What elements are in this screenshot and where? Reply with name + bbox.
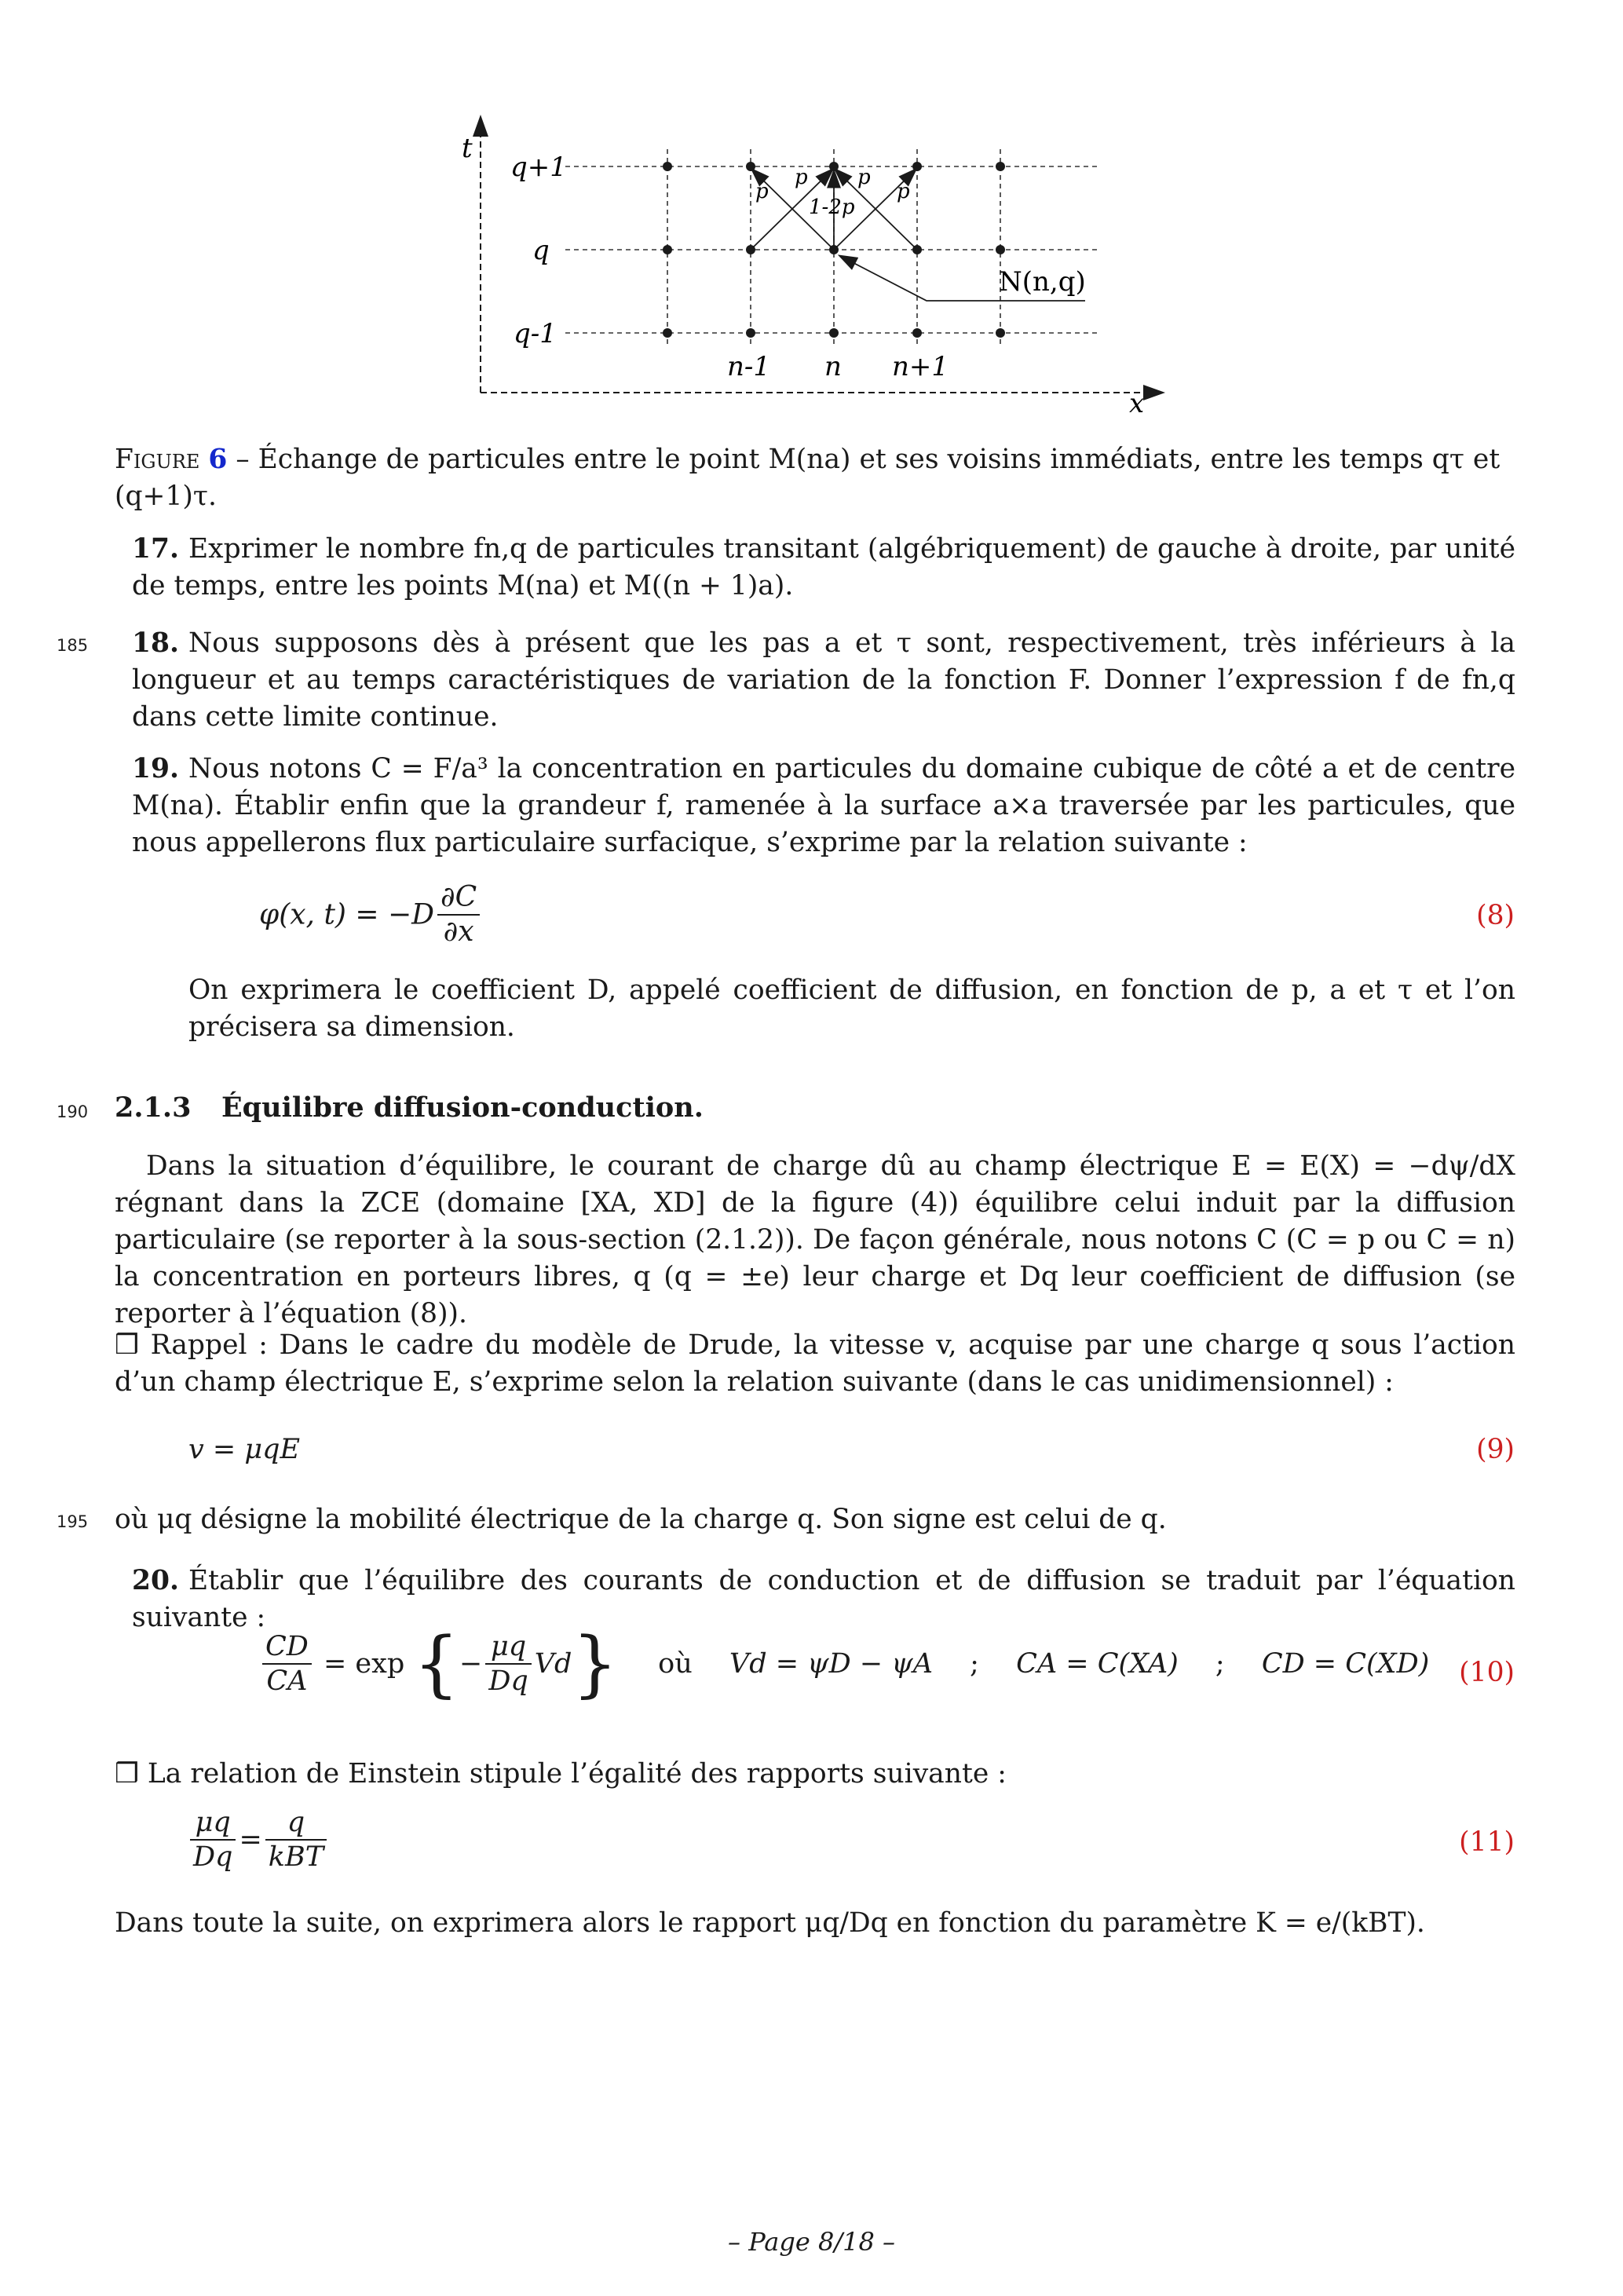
- arrow-label-1-2p: 1-2p: [809, 196, 855, 219]
- eq10-where: où: [658, 1648, 693, 1680]
- line-number: 185: [57, 636, 89, 655]
- question-20: [132, 1563, 1515, 1636]
- eq10-def2: CA = C(XA): [1016, 1648, 1179, 1680]
- eq10-inner-den: Dq: [488, 1665, 528, 1697]
- row-label-q-plus-1: q+1: [510, 152, 567, 183]
- section-number: 2.1.3: [115, 1091, 192, 1124]
- question-text: Exprimer le nombre fn,q de particules transitant (algébriquement) de gauche à droite, par unité de temps, entre les points M(na) et M((n + 1)a).: [132, 533, 1515, 601]
- eq10-sep1: ;: [970, 1648, 979, 1680]
- eq10-exp: = exp: [323, 1648, 405, 1680]
- arrow-label-p-2: p: [795, 166, 808, 189]
- eq10-def1: Vd = ψD − ψA: [729, 1648, 933, 1680]
- equation-number-11: (11): [1459, 1826, 1515, 1858]
- eq8-den: ∂x: [443, 916, 474, 948]
- question-19: [132, 751, 1515, 861]
- col-label-n-minus-1: n-1: [727, 351, 771, 382]
- question-19-after: On exprimera le coefficient D, appelé coefficient de diffusion, en fonction de p, a et τ et l’on précisera sa dimension.: [188, 974, 1515, 1043]
- t-axis-label: t: [462, 133, 473, 164]
- x-axis-label: x: [1129, 388, 1145, 416]
- question-number: 20.: [132, 1565, 180, 1596]
- final-sentence: Dans toute la suite, on exprimera alors le rapport μq/Dq en fonction du paramètre K = e/(kBT).: [115, 1907, 1425, 1939]
- arrow-label-p-1: p: [755, 180, 769, 203]
- equation-number-10: (10): [1459, 1657, 1515, 1688]
- paragraph-equilibrium: Dans la situation d’équilibre, le courant de charge dû au champ électrique E = E(X) = −dψ/dX régnant dans la ZCE (domaine [XA, XD] de la figure (4)) équilibre celui induit par la diffusion particulaire (se reporter à la sous-section (2.1.2)). De façon générale, nous notons C (C = p ou C = n) la concentration en porteurs libres, q (q = ±e) leur charge et Dq leur coefficient de diffusion (se reporter à l’équation (8)).: [115, 1150, 1515, 1329]
- page-footer: – Page 8/18 –: [728, 2227, 895, 2257]
- rappel-drude: ❒ Rappel : Dans le cadre du modèle de Drude, la vitesse v, acquise par une charge q sous l’action d’un champ électrique E, s’exprime selon la relation suivante (dans le cas unidimensionnel) :: [115, 1329, 1515, 1398]
- question-number: 19.: [132, 753, 180, 784]
- section-heading: [115, 1091, 704, 1124]
- eq10-def3: CD = C(XD): [1261, 1648, 1430, 1680]
- col-label-n-plus-1: n+1: [892, 351, 949, 382]
- eq10-inner-num: μq: [485, 1630, 531, 1665]
- equation-8: [259, 881, 483, 949]
- row-label-q-minus-1: q-1: [514, 318, 557, 349]
- eq10-num: CD: [262, 1630, 312, 1665]
- col-label-n: n: [824, 351, 842, 382]
- equation-10: $\frac{CD}{CA}$ = exp {− $\frac{\mu q}{Dq}$ Vd} où Vd = ψD − ψA ; CA = C(XA) ; CD = C(XD): [259, 1630, 1429, 1698]
- equation-number-9: (9): [1476, 1434, 1515, 1465]
- eq8-lhs: φ(x, t) = −D: [259, 898, 435, 931]
- line-number: 195: [57, 1512, 89, 1531]
- figure-caption: [115, 441, 1528, 515]
- eq10-inner-tail: Vd: [534, 1648, 572, 1680]
- question-text: Nous notons C = F/a³ la concentration en particules du domaine cubique de côté a et de centre M(na). Établir enfin que la grandeur f, ramenée à la surface a×a traversée par les particules, que nous appellerons flux particulaire surfacique, s’exprime par la relation suivante :: [132, 753, 1515, 858]
- question-17: [132, 531, 1515, 605]
- question-number: 18.: [132, 627, 180, 659]
- question-number: 17.: [132, 533, 180, 565]
- eq11-num-right: q: [265, 1806, 327, 1841]
- eq11-den-left: Dq: [193, 1841, 233, 1873]
- question-text: Établir que l’équilibre des courants de conduction et de diffusion se traduit par l’équation suivante :: [132, 1565, 1515, 1633]
- eq10-sep2: ;: [1215, 1648, 1225, 1680]
- eq10-den: CA: [266, 1665, 308, 1697]
- eq11-num-left: μq: [190, 1806, 236, 1841]
- equation-number-8: (8): [1476, 900, 1515, 931]
- mobility-sentence: où μq désigne la mobilité électrique de la charge q. Son signe est celui de q.: [115, 1504, 1167, 1535]
- arrow-label-p-3: p: [857, 166, 871, 189]
- eq11-den-right: kBT: [268, 1841, 324, 1873]
- einstein-relation: ❒ La relation de Einstein stipule l’égalité des rapports suivante :: [115, 1758, 1007, 1790]
- caption-number: 6: [208, 444, 228, 475]
- equation-11: $\frac{\mu q}{Dq}$ = $\frac{q}{\text{kBT}}$: [187, 1806, 330, 1874]
- eq8-num: ∂C: [437, 881, 480, 916]
- line-number: 190: [57, 1102, 89, 1121]
- question-text: Nous supposons dès à présent que les pas a et τ sont, respectivement, très inférieurs à la longueur et au temps caractéristiques de variation de la fonction F. Donner l’expression f de fn,q dans cette limite continue.: [132, 627, 1515, 733]
- node-label: N(n,q): [999, 266, 1086, 298]
- equation-9: v = μqE: [188, 1434, 301, 1465]
- arrow-label-p-4: p: [897, 180, 910, 203]
- caption-prefix: Figure: [115, 444, 200, 475]
- figure-lattice-diagram: [440, 110, 1193, 416]
- section-title: Équilibre diffusion-conduction.: [221, 1091, 704, 1124]
- caption-text: – Échange de particules entre le point M(na) et ses voisins immédiats, entre les temps qτ et (q+1)τ.: [115, 444, 1501, 512]
- question-18: [132, 625, 1515, 736]
- row-label-q: q: [532, 235, 550, 266]
